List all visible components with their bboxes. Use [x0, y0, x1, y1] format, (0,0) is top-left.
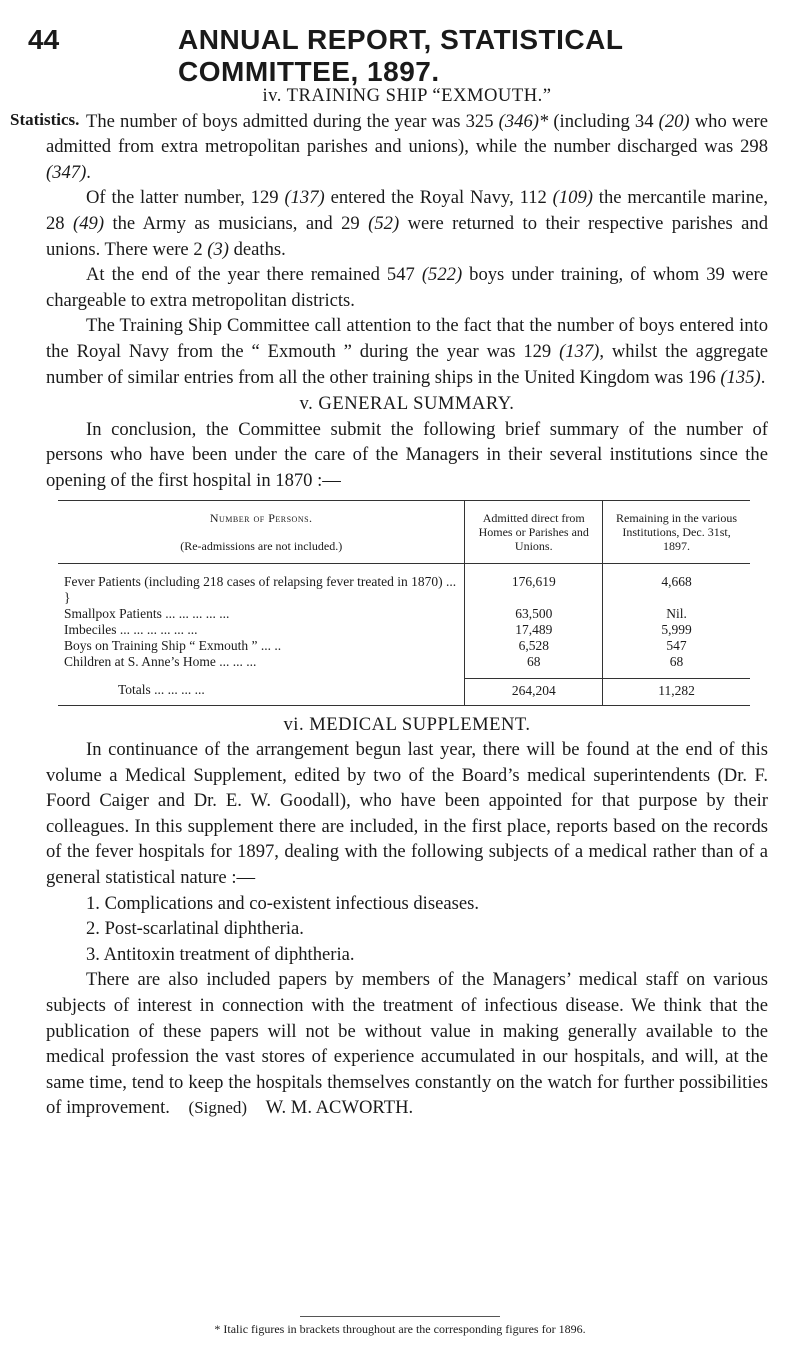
paragraph-admissions — [46, 109, 768, 186]
prior-year-figure: (522) — [421, 264, 463, 286]
section-heading-general-summary: v. GENERAL SUMMARY. — [299, 393, 515, 415]
prior-year-figure: (49) — [73, 212, 105, 234]
row-admitted: 176,619 — [465, 563, 603, 606]
text-run: boys under training, of whom 39 were chargeable to extra metropolitan districts. — [46, 264, 768, 311]
footnote-divider — [300, 1316, 500, 1317]
page-number: 44 — [28, 24, 60, 55]
row-label: Boys on Training Ship “ Exmouth ” ... .. — [64, 637, 282, 653]
text-run: . — [86, 161, 91, 183]
row-remaining: Nil. — [603, 606, 750, 622]
table-row — [58, 654, 750, 679]
text-run: were returned to their respective parishes and unions. There were 2 — [46, 212, 768, 260]
text-run: . — [760, 366, 766, 388]
main-text — [46, 82, 768, 1121]
prior-year-figure: (20) — [658, 110, 690, 132]
paragraph-papers — [46, 967, 768, 1121]
summary-table — [58, 500, 750, 706]
totals-remaining: 11,282 — [603, 678, 750, 705]
row-remaining: 5,999 — [603, 622, 750, 638]
paragraph-medical-supplement: In continuance of the arrangement begun last year, there will be found at the end of this volume a Medical Supplement, edited by two of the Board’s medical superintendents (Dr. F. Foord Caiger and Dr. E. W. Goodall), who have been appointed for that purpose by their colleagues. In this supplement there are included, in the first place, reports based on the records of the fever hospitals for 1897, dealing with the following subjects of a medical rather than of a general statistical nature :— — [46, 739, 768, 889]
prior-year-figure: (52) — [368, 212, 400, 234]
row-label: Fever Patients (including 218 cases of relapsing fever treated in 1870) ... } — [64, 573, 457, 605]
table-row — [58, 563, 750, 606]
totals-row — [58, 678, 750, 705]
totals-admitted: 264,204 — [465, 678, 603, 705]
column-header-admitted: Admitted direct from Homes or Parishes and Unions. — [465, 500, 603, 563]
paragraph-summary-intro: In conclusion, the Committee submit the following brief summary of the number of persons who have been under the care of the Managers in their several institutions since the opening of the first hospital in 1870 :— — [46, 418, 768, 491]
text-run: The number of boys admitted during the year was 325 — [86, 110, 499, 132]
text-run: (including 34 — [548, 110, 659, 132]
row-remaining: 68 — [603, 654, 750, 679]
paragraph-remaining — [46, 262, 768, 313]
totals-label: Totals ... ... ... ... — [58, 678, 465, 705]
prior-year-figure: (347) — [46, 161, 87, 183]
section-heading-medical-supplement: vi. MEDICAL SUPPLEMENT. — [283, 713, 531, 735]
row-label: Children at S. Anne’s Home ... ... ... — [64, 653, 257, 669]
column-header-title: Number of Persons. — [209, 510, 313, 525]
row-admitted: 17,489 — [465, 622, 603, 638]
text-run: the Army as musicians, and 29 — [104, 212, 369, 234]
row-admitted: 6,528 — [465, 638, 603, 654]
margin-note: Statistics. — [10, 110, 80, 129]
running-title: ANNUAL REPORT, STATISTICAL COMMITTEE, 1897. — [178, 24, 623, 87]
prior-year-figure: (137) — [559, 340, 600, 362]
text-run: Of the latter number, 129 — [86, 187, 285, 209]
text-run: There are also included papers by members of the Managers’ medical staff on various subjects of interest in connection with the treatment of infectious disease. We think that the publication of these papers will not be without value in making generally available to the medical profession the vast stores of experience accumulated in our hospitals, and will, at the same time, tend to keep the hospitals themselves constantly on the watch for further possibilities of improvement. — [46, 969, 768, 1119]
prior-year-figure: (137) — [284, 187, 325, 209]
column-header-persons — [58, 500, 465, 563]
list-item: 3. Antitoxin treatment of diphtheria. — [86, 943, 355, 965]
prior-year-figure: (3) — [207, 238, 229, 260]
signature: W. M. ACWORTH. — [265, 1097, 414, 1119]
row-admitted: 63,500 — [465, 606, 603, 622]
row-remaining: 547 — [603, 638, 750, 654]
row-admitted: 68 — [465, 654, 603, 679]
column-header-remaining: Remaining in the various Institutions, Dec. 31st, 1897. — [603, 500, 750, 563]
table-header-row — [58, 500, 750, 563]
text-run: who were admitted from extra metropolitan parishes and unions), while the number discharged was 298 — [46, 110, 768, 158]
footnote: * Italic figures in brackets throughout are the corresponding figures for 1896. — [214, 1322, 586, 1336]
paragraph-discharges — [46, 185, 768, 262]
section-heading-exmouth: iv. TRAINING SHIP “EXMOUTH.” — [262, 85, 552, 106]
list-item: 2. Post-scarlatinal diphtheria. — [86, 918, 304, 940]
page-header — [28, 24, 760, 87]
text-run: deaths. — [228, 238, 286, 260]
paragraph-royal-navy — [46, 313, 768, 390]
table-row — [58, 622, 750, 638]
text-run: the mercantile marine, 28 — [46, 187, 768, 234]
text-run: The Training Ship Committee call attention to the fact that the number of boys entered into the Royal Navy from the “ Exmouth ” during the year was 129 — [46, 315, 768, 362]
text-run: entered the Royal Navy, 112 — [324, 187, 553, 209]
signed-label: (Signed) — [188, 1098, 248, 1118]
table-row — [58, 606, 750, 622]
prior-year-figure: (135) — [720, 366, 761, 388]
table-row — [58, 638, 750, 654]
row-remaining: 4,668 — [603, 563, 750, 606]
list-item: 1. Complications and co-existent infectious diseases. — [86, 892, 479, 914]
text-run: , whilst the aggregate number of similar entries from all the other training ships in the United Kingdom was 196 — [46, 340, 768, 388]
prior-year-figure: (109) — [552, 187, 593, 209]
prior-year-figure: (346)* — [498, 110, 549, 132]
column-header-note: (Re-admissions are not included.) — [180, 538, 343, 553]
row-label: Imbeciles ... ... ... ... ... ... — [64, 621, 198, 637]
row-label: Smallpox Patients ... ... ... ... ... — [64, 605, 230, 621]
text-run: At the end of the year there remained 547 — [86, 264, 422, 286]
